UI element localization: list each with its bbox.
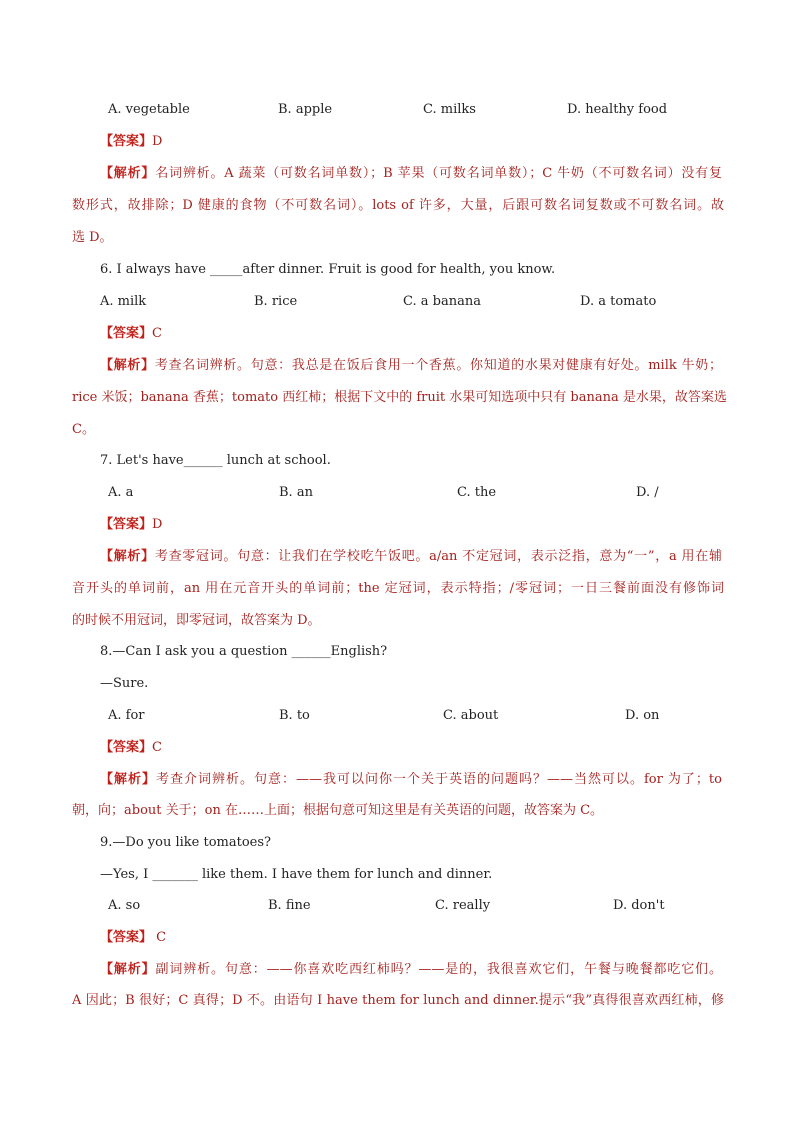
q5-answer xyxy=(100,134,752,150)
answer-value: D xyxy=(152,517,163,532)
q9-option-d: D. don't xyxy=(613,898,665,913)
q5-analysis-line-1 xyxy=(100,166,722,182)
q7-stem: 7. Let's have______ lunch at school. xyxy=(100,453,331,468)
q7-options xyxy=(108,485,788,501)
q7-option-c: C. the xyxy=(457,485,497,500)
q9-option-a: A. so xyxy=(108,898,141,913)
q5-option-a: A. vegetable xyxy=(108,102,190,117)
q9-analysis-line-1 xyxy=(100,962,722,978)
q7-answer xyxy=(100,517,752,533)
q7-analysis-line-1 xyxy=(100,549,722,565)
answer-tag: 【答案】 xyxy=(100,517,153,532)
analysis-tag: 【解析】 xyxy=(100,358,155,373)
q8-analysis-line-2: 朝，向；about 关于；on 在……上面；根据句意可知这里是有关英语的问题，故答案为 C。 xyxy=(72,803,604,818)
q6-analysis-line-3: C。 xyxy=(72,422,95,437)
analysis-tag: 【解析】 xyxy=(100,962,156,977)
q6-analysis-line-2: rice 米饭；banana 香蕉；tomato 西红柿；根据下文中的 fruit 水果可知选项中只有 banana 是水果，故答案选 xyxy=(72,390,727,405)
q8-reply: —Sure. xyxy=(100,676,149,691)
answer-value: C xyxy=(152,740,162,755)
q5-analysis-line-3: 选 D。 xyxy=(72,230,113,245)
answer-tag: 【答案】 xyxy=(100,930,153,945)
answer-tag: 【答案】 xyxy=(100,326,153,341)
analysis-text: 副词辨析。句意：——你喜欢吃西红柿吗？——是的，我很喜欢它们，午餐与晚餐都吃它们。 xyxy=(155,962,722,977)
q7-analysis-line-3: 的时候不用冠词，即零冠词，故答案为 D。 xyxy=(72,613,321,628)
q8-option-d: D. on xyxy=(625,708,660,723)
q6-stem: 6. I always have _____after dinner. Fruit is good for health, you know. xyxy=(100,262,556,277)
analysis-text: 考查零冠词。句意：让我们在学校吃午饭吧。a/an 不定冠词，表示泛指，意为“一”，a 用在辅 xyxy=(154,549,722,564)
answer-tag: 【答案】 xyxy=(100,134,153,149)
answer-value: C xyxy=(152,930,167,945)
q9-option-b: B. fine xyxy=(268,898,311,913)
q7-option-d: D. / xyxy=(636,485,659,500)
q9-option-c: C. really xyxy=(435,898,491,913)
q5-analysis-line-2: 数形式，故排除；D 健康的食物（不可数名词）。lots of 许多，大量，后跟可数名词复数或不可数名词。故 xyxy=(72,198,724,213)
q8-option-a: A. for xyxy=(108,708,145,723)
analysis-tag: 【解析】 xyxy=(100,166,156,181)
q6-answer xyxy=(100,326,752,342)
q7-option-b: B. an xyxy=(279,485,313,500)
q9-options xyxy=(108,898,788,914)
q8-options xyxy=(108,708,788,724)
q7-analysis-line-2: 音开头的单词前，an 用在元音开头的单词前；the 定冠词，表示特指；/零冠词；一日三餐前面没有修饰词 xyxy=(72,581,724,596)
q9-analysis-line-2: A 因此；B 很好；C 真得；D 不。由语句 I have them for lunch and dinner.提示“我”真得很喜欢西红柿，修 xyxy=(72,993,724,1008)
q8-analysis-line-1 xyxy=(100,772,722,788)
q8-option-b: B. to xyxy=(279,708,310,723)
q5-option-c: C. milks xyxy=(423,102,476,117)
q8-stem: 8.—Can I ask you a question ______English? xyxy=(100,644,388,659)
analysis-tag: 【解析】 xyxy=(100,772,156,787)
q5-option-d: D. healthy food xyxy=(567,102,668,117)
answer-value: C xyxy=(152,326,162,341)
q6-options xyxy=(100,294,780,310)
q9-stem: 9.—Do you like tomatoes? xyxy=(100,835,271,850)
analysis-text: 考查名词辨析。句意：我总是在饭后食用一个香蕉。你知道的水果对健康有好处。milk 牛奶； xyxy=(154,358,722,373)
q5-options xyxy=(108,102,788,118)
q6-option-a: A. milk xyxy=(100,294,147,309)
q5-option-b: B. apple xyxy=(278,102,333,117)
analysis-text: 考查介词辨析。句意：——我可以问你一个关于英语的问题吗？——当然可以。for 为了；to xyxy=(156,772,722,787)
q8-option-c: C. about xyxy=(443,708,499,723)
q6-option-c: C. a banana xyxy=(403,294,481,309)
q6-analysis-line-1 xyxy=(100,358,722,374)
q8-answer xyxy=(100,740,752,756)
q9-reply: —Yes, I _______ like them. I have them for lunch and dinner. xyxy=(100,867,493,882)
analysis-text: 名词辨析。A 蔬菜（可数名词单数）；B 苹果（可数名词单数）；C 牛奶（不可数名词）没有复 xyxy=(155,166,722,181)
q6-option-d: D. a tomato xyxy=(580,294,657,309)
q9-answer xyxy=(100,930,752,946)
q6-option-b: B. rice xyxy=(254,294,298,309)
q7-option-a: A. a xyxy=(108,485,134,500)
answer-tag: 【答案】 xyxy=(100,740,153,755)
answer-value: D xyxy=(152,134,163,149)
analysis-tag: 【解析】 xyxy=(100,549,155,564)
